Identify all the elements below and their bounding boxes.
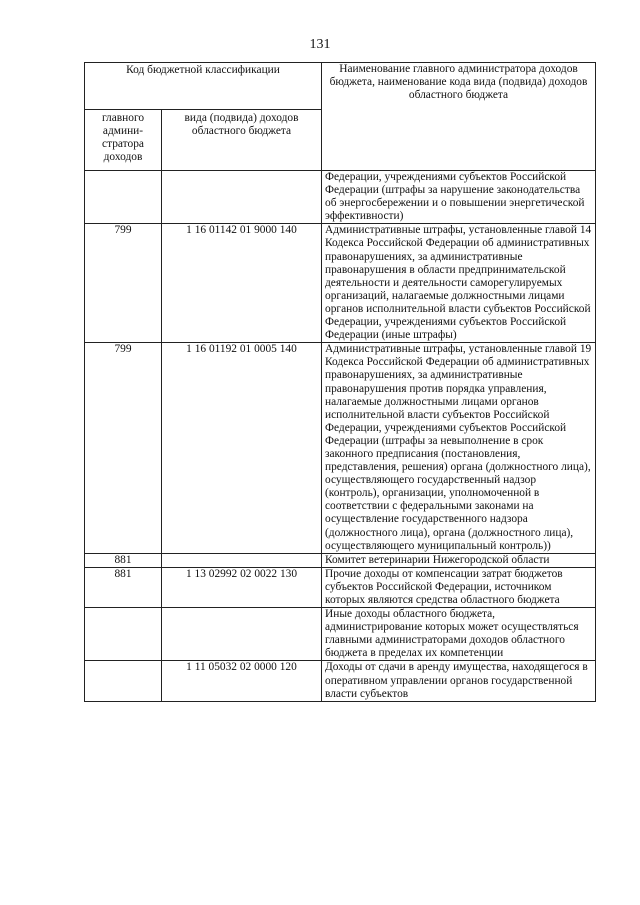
header-administrator-name: Наименование главного администратора доходов бюджета, наименование кода вида (подвида) доходов областного бюджета [322, 63, 596, 171]
table-row [85, 661, 596, 701]
table-row [85, 567, 596, 607]
table-row [85, 224, 596, 343]
table-row [85, 171, 596, 224]
admin-code-cell: 881 [85, 567, 162, 607]
income-name-cell: Комитет ветеринарии Нижегородской области [322, 553, 596, 567]
header-main-administrator: главного админи-стратора доходов [85, 110, 162, 171]
income-code-cell [162, 171, 322, 224]
income-name-cell: Федерации, учреждениями субъектов Российской Федерации (штрафы за нарушение законодательства об энергосбережении и о повышении энергетической эффективности) [322, 171, 596, 224]
income-name-cell: Иные доходы областного бюджета, администрирование которых может осуществляться главными администраторами доходов областного бюджета в пределах их компетенции [322, 608, 596, 661]
income-code-cell [162, 553, 322, 567]
table-row [85, 343, 596, 554]
table-body [85, 171, 596, 702]
income-name-cell: Доходы от сдачи в аренду имущества, находящегося в оперативном управлении органов государственной власти субъектов [322, 661, 596, 701]
admin-code-cell: 799 [85, 224, 162, 343]
admin-code-cell [85, 171, 162, 224]
page-number: 131 [309, 37, 331, 52]
admin-code-cell: 799 [85, 343, 162, 554]
header-income-type-code: вида (подвида) доходов областного бюджета [162, 110, 322, 171]
income-name-cell: Административные штрафы, установленные главой 14 Кодекса Российской Федерации об административных правонарушениях, за административные правонарушения в области предпринимательской деятельности и деятельности саморегулируемых организаций, налагаемые должностными лицами органов исполнительной власти субъектов Российской Федерации, учреждениями субъектов Российской Федерации (иные штрафы) [322, 224, 596, 343]
admin-code-cell: 881 [85, 553, 162, 567]
income-code-cell: 1 11 05032 02 0000 120 [162, 661, 322, 701]
income-name-cell: Прочие доходы от компенсации затрат бюджетов субъектов Российской Федерации, источником которых являются средства областного бюджета [322, 567, 596, 607]
income-name-cell: Административные штрафы, установленные главой 19 Кодекса Российской Федерации об административных правонарушениях, за административные правонарушения против порядка управления, налагаемые должностными лицами органов исполнительной власти субъектов Российской Федерации, учреждениями субъектов Российской Федерации (штрафы за невыполнение в срок законного предписания (постановления, представления, решения) органа (должностного лица), осуществляющего государственный надзор (контроль), организации, уполномоченной в соответствии с федеральными законами на осуществление государственного надзора (должностного лица), органа (должностного лица), осуществляющего муниципальный контроль)) [322, 343, 596, 554]
header-budget-classification-code: Код бюджетной классификации [85, 63, 322, 110]
income-code-cell: 1 13 02992 02 0022 130 [162, 567, 322, 607]
table-row [85, 608, 596, 661]
income-code-cell: 1 16 01192 01 0005 140 [162, 343, 322, 554]
income-code-cell [162, 608, 322, 661]
admin-code-cell [85, 608, 162, 661]
budget-classification-table [84, 62, 596, 702]
income-code-cell: 1 16 01142 01 9000 140 [162, 224, 322, 343]
table-row [85, 553, 596, 567]
admin-code-cell [85, 661, 162, 701]
